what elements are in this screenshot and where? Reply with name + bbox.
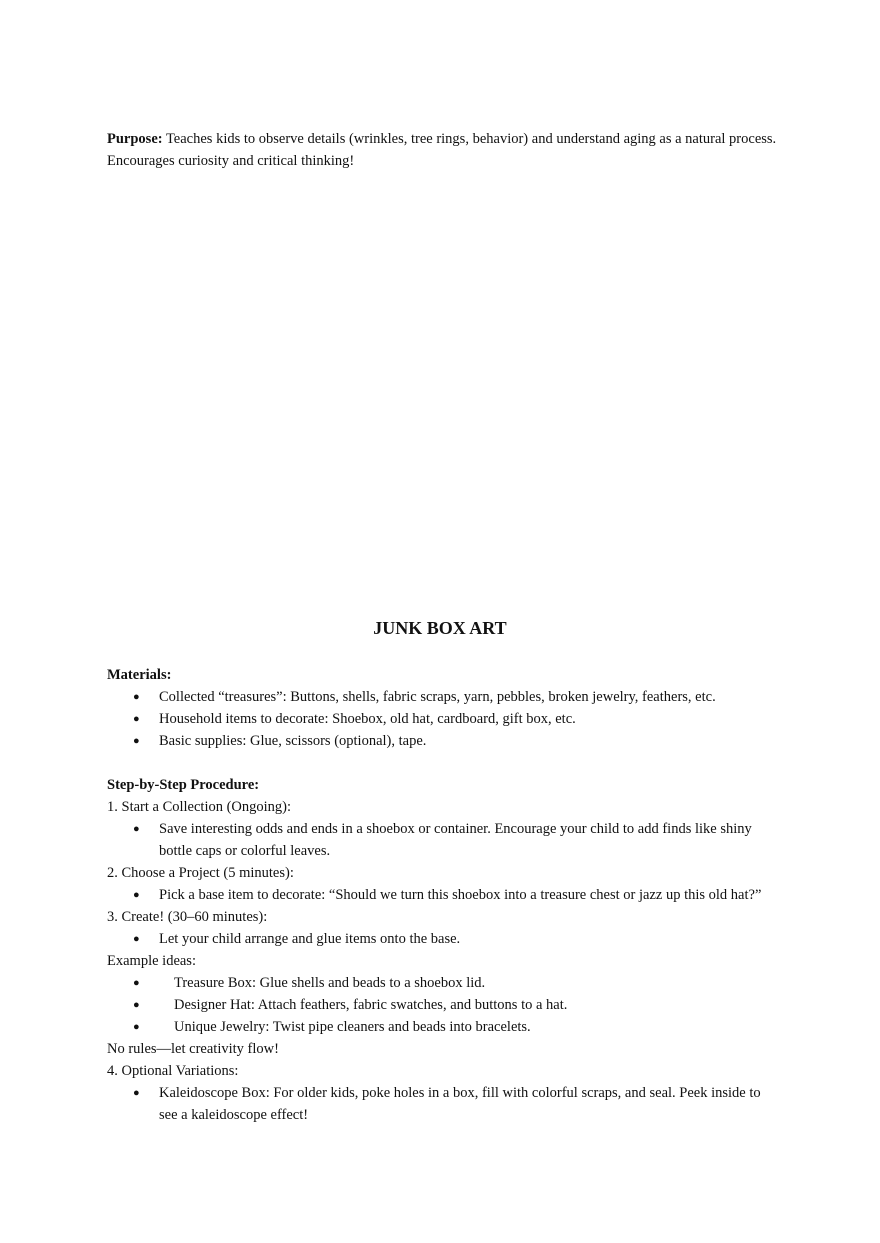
step-3-list bbox=[107, 928, 777, 950]
procedure-section bbox=[107, 774, 777, 1126]
bullet-icon: ● bbox=[133, 1087, 140, 1099]
section-title: JUNK BOX ART bbox=[373, 618, 507, 638]
materials-heading: Materials: bbox=[107, 667, 172, 683]
list-item: ● Treasure Box: Glue shells and beads to a shoebox lid. bbox=[107, 972, 777, 994]
bullet-icon: ● bbox=[133, 735, 140, 747]
step-4-title: 4. Optional Variations: bbox=[107, 1063, 239, 1079]
bullet-icon: ● bbox=[133, 977, 140, 989]
bullet-icon: ● bbox=[133, 889, 140, 901]
step-1-title: 1. Start a Collection (Ongoing): bbox=[107, 799, 292, 815]
procedure-heading: Step-by-Step Procedure: bbox=[107, 777, 260, 793]
bullet-icon: ● bbox=[133, 1021, 140, 1033]
step-1-list bbox=[107, 818, 777, 862]
bullet-icon: ● bbox=[133, 999, 140, 1011]
list-item: ● Pick a base item to decorate: “Should we turn this shoebox into a treasure chest or jazz up this old hat?” bbox=[107, 884, 777, 906]
example-ideas-list bbox=[107, 972, 777, 1038]
materials-list bbox=[107, 686, 777, 752]
bullet-icon: ● bbox=[133, 691, 140, 703]
no-rules-line: No rules—let creativity flow! bbox=[107, 1041, 279, 1057]
list-item: ● Basic supplies: Glue, scissors (optional), tape. bbox=[107, 730, 777, 752]
list-item: ● Household items to decorate: Shoebox, old hat, cardboard, gift box, etc. bbox=[107, 708, 777, 730]
bullet-icon: ● bbox=[133, 713, 140, 725]
step-2-list bbox=[107, 884, 777, 906]
list-item: ● Save interesting odds and ends in a shoebox or container. Encourage your child to add finds like shiny bottle caps or colorful leaves. bbox=[107, 818, 777, 862]
list-item: ● Kaleidoscope Box: For older kids, poke holes in a box, fill with colorful scraps, and seal. Peek inside to see a kaleidoscope effect! bbox=[107, 1082, 777, 1126]
purpose-text: Teaches kids to observe details (wrinkles, tree rings, behavior) and understand aging as a natural process. Encourages curiosity and critical thinking! bbox=[107, 131, 777, 169]
list-item: ● Let your child arrange and glue items onto the base. bbox=[107, 928, 777, 950]
step-2-title: 2. Choose a Project (5 minutes): bbox=[107, 865, 294, 881]
materials-section bbox=[107, 664, 777, 752]
purpose-paragraph bbox=[107, 128, 787, 172]
list-item: ● Unique Jewelry: Twist pipe cleaners and beads into bracelets. bbox=[107, 1016, 777, 1038]
bullet-icon: ● bbox=[133, 933, 140, 945]
step-4-list bbox=[107, 1082, 777, 1126]
list-item: ● Collected “treasures”: Buttons, shells, fabric scraps, yarn, pebbles, broken jewelry, feathers, etc. bbox=[107, 686, 777, 708]
step-3-title: 3. Create! (30–60 minutes): bbox=[107, 909, 268, 925]
bullet-icon: ● bbox=[133, 823, 140, 835]
list-item: ● Designer Hat: Attach feathers, fabric swatches, and buttons to a hat. bbox=[107, 994, 777, 1016]
purpose-label: Purpose: bbox=[107, 131, 163, 147]
example-ideas-label: Example ideas: bbox=[107, 953, 196, 969]
